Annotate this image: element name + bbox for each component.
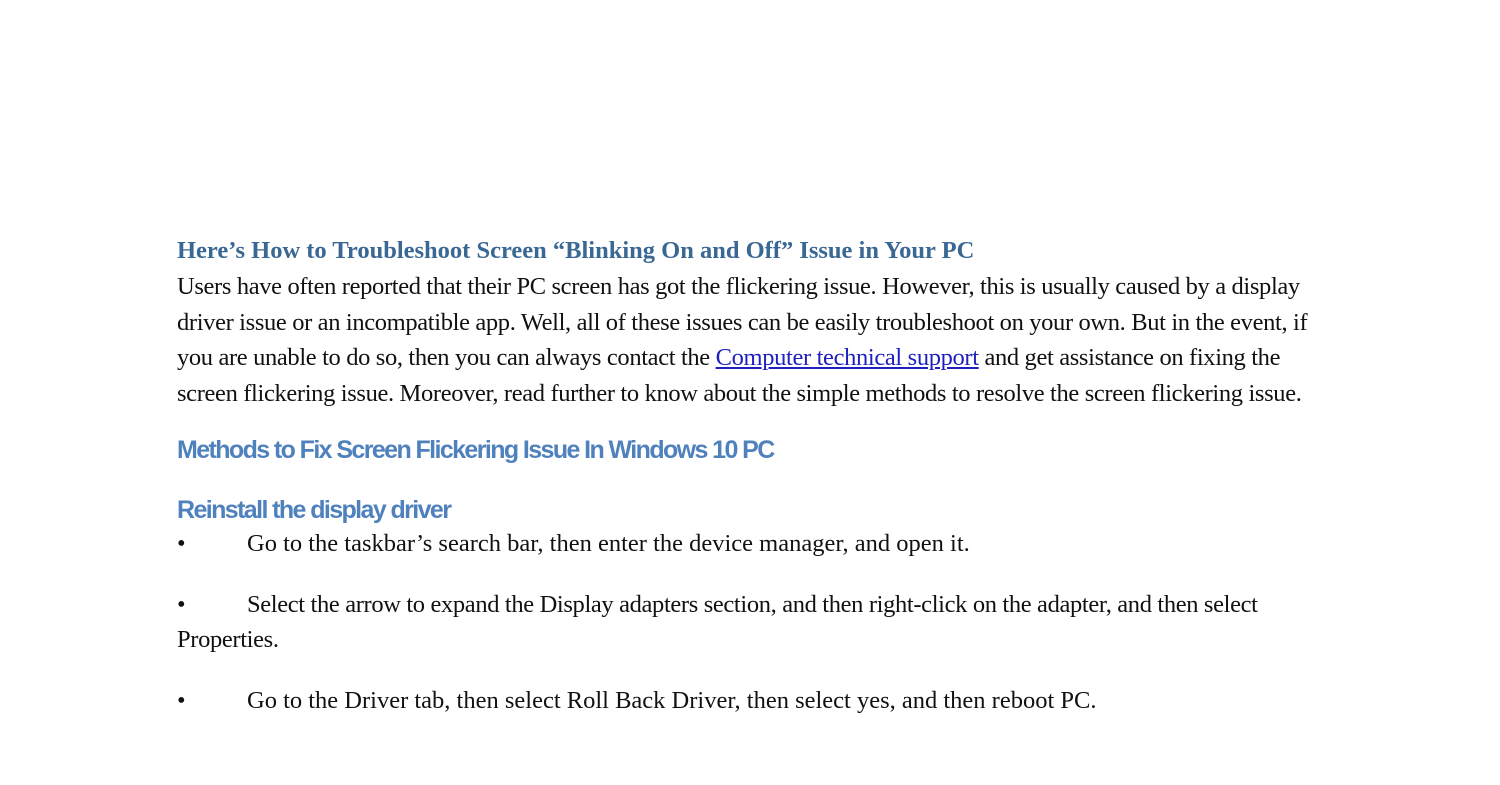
- document-page: [177, 236, 1337, 718]
- article-title: Here’s How to Troubleshoot Screen “Blinking On and Off” Issue in Your PC: [177, 237, 975, 264]
- computer-technical-support-link[interactable]: Computer technical support: [715, 344, 979, 371]
- bullet-icon: •: [177, 530, 186, 557]
- step-text: Go to the taskbar’s search bar, then enter the device manager, and open it.: [247, 530, 970, 557]
- bullet-icon: •: [177, 687, 186, 714]
- step-text: Select the arrow to expand the Display adapters section, and then right-click on the adapter, and then select Properties.: [177, 591, 1258, 653]
- step-item: [177, 526, 1337, 561]
- intro-text-part1: Users have often reported that their PC screen has got the flickering issue. However, this is usually caused by a display driver issue or an incompatible app. Well, all of these issues can be easily troubleshoot on your own. But in the event, if you are unable to do so, then you can always contact the: [177, 273, 1308, 371]
- reinstall-driver-heading: Reinstall the display driver: [177, 496, 451, 524]
- methods-heading: Methods to Fix Screen Flickering Issue In Windows 10 PC: [177, 436, 774, 464]
- step-item: [177, 587, 1337, 657]
- step-text: Go to the Driver tab, then select Roll Back Driver, then select yes, and then reboot PC.: [247, 687, 1097, 714]
- intro-text-part2: and get assistance on fixing the screen flickering issue. Moreover, read further to know about the simple methods to resolve the screen flickering issue.: [177, 344, 1302, 407]
- intro-paragraph: [177, 269, 1337, 411]
- bullet-icon: •: [177, 591, 186, 618]
- step-item: [177, 683, 1337, 718]
